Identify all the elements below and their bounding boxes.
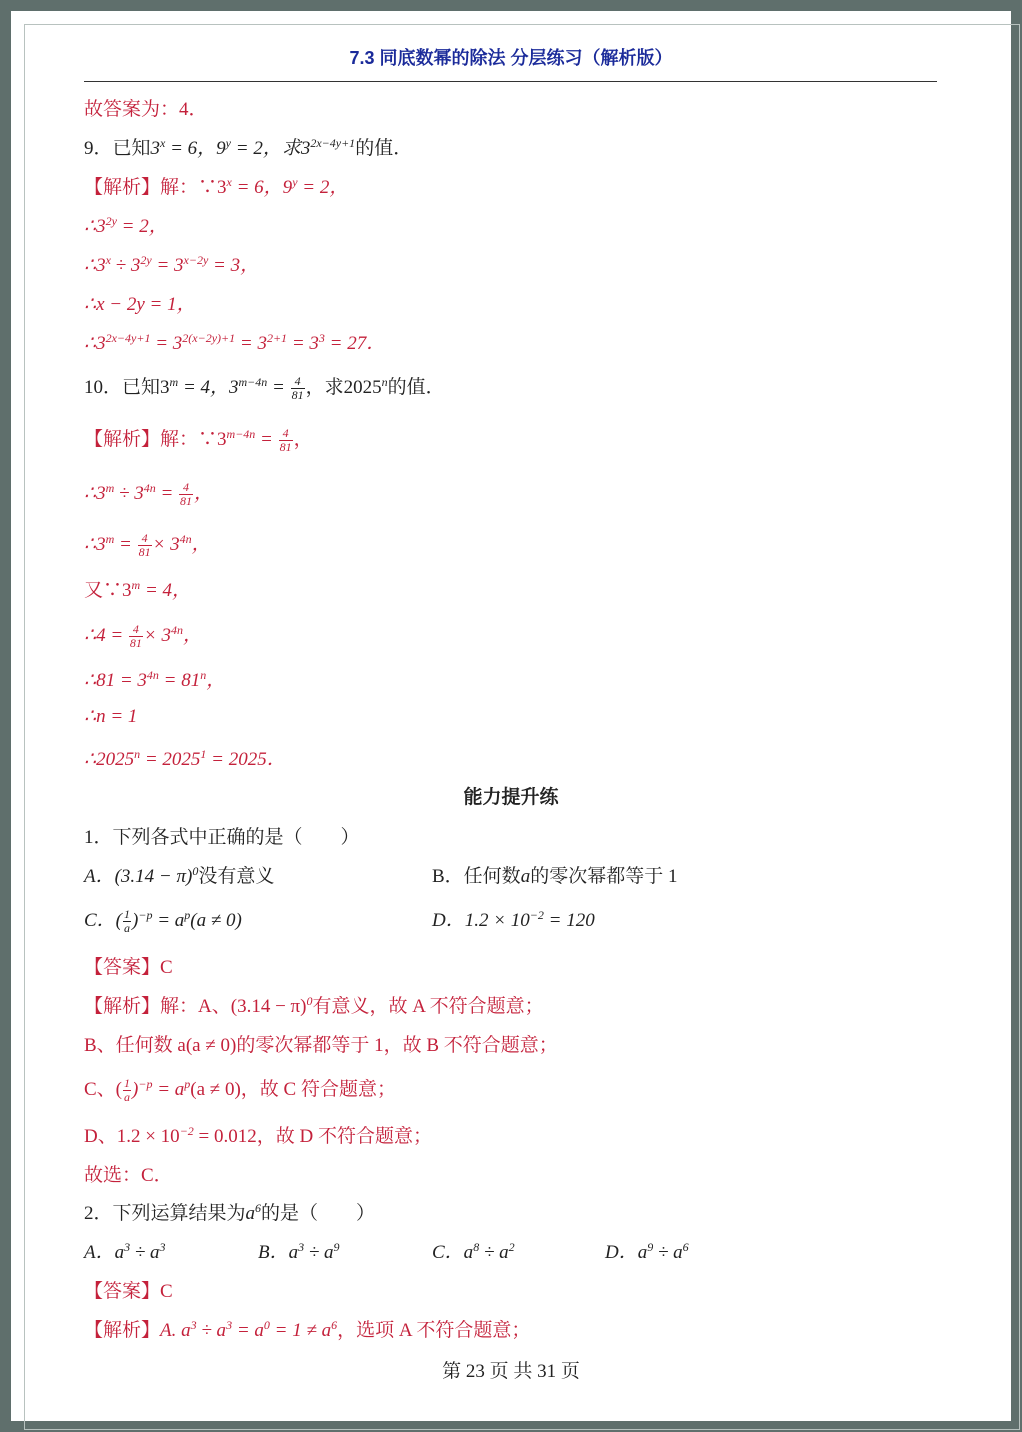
solution-10-line-5: ∴4 = $\frac{4}{81}$ × $3^{4n}$，: [84, 622, 203, 651]
problem-1-explain-a: 【解析】解：A、$(3.14 - \pi)^0$有意义，故 A 不符合题意；: [84, 994, 544, 1017]
problem-2-option-d: D．$a^9 \div a^6$: [605, 1240, 689, 1263]
page-title: 7.3 同底数幂的除法 分层练习（解析版）: [349, 48, 673, 68]
section-title: 能力提升练: [463, 787, 559, 808]
solution-10-line-7: ∴n = 1: [84, 706, 138, 727]
problem-1-option-c: C．( $\frac{1}{a}$ )$^{-p} = a^p(a \ne 0)$: [84, 907, 242, 936]
problem-2-option-b: B．$a^3 \div a^9$: [258, 1240, 340, 1263]
solution-9-line-2: $\therefore 3^{2y} = 2$，: [84, 214, 168, 237]
header-rule: [84, 81, 937, 82]
question-9: 9．已知$3^x = 6$，$9^y = 2$，求$3^{2x-4y+1}$的值．: [84, 136, 413, 159]
solution-10-line-8: $\therefore 2025^n = 2025^1 = 2025$．: [84, 747, 286, 770]
solution-9-line-3: $\therefore 3^x \div 3^{2y} = 3^{x-2y} = 3$，: [84, 253, 260, 276]
solution-10-line-1: 【解析】解：$\because 3^{m-4n}$ = $\frac{4}{81}$ ，: [84, 426, 313, 455]
problem-1-conclusion: 故选：C．: [84, 1165, 173, 1186]
problem-2-option-c: C．$a^8 \div a^2$: [432, 1240, 515, 1263]
problem-1-explain-c: C、( $\frac{1}{a}$ )$^{-p} = a^p(a \ne 0)$，故 C 符合题意；: [84, 1076, 396, 1105]
problem-1-option-d: D．$1.2 \times 10^{-2} = 120$: [432, 908, 595, 931]
answer-line: 故答案为：4．: [84, 99, 208, 120]
problem-2-answer: 【答案】C: [84, 1281, 173, 1302]
problem-1-explain-b: B、任何数 a(a ≠ 0)的零次幂都等于 1，故 B 不符合题意；: [84, 1035, 558, 1056]
problem-1-option-a: A．$(3.14 - \pi)^0$没有意义: [84, 864, 275, 887]
problem-1-answer: 【答案】C: [84, 957, 173, 978]
problem-1-option-b: B．任何数a的零次幂都等于 1: [432, 866, 678, 887]
problem-2-explain-a: 【解析】A. $a^3 \div a^3 = a^0 = 1 \ne a^6$，选项 A 不符合题意；: [84, 1318, 531, 1341]
problem-2: 2．下列运算结果为$a^6$的是（ ）: [84, 1201, 376, 1224]
problem-2-option-a: A．$a^3 \div a^3$: [84, 1240, 166, 1263]
solution-10-line-6: ∴81 = $3^{4n} = 81^n$，: [84, 668, 226, 691]
solution-9-line-5: $\therefore 3^{2x-4y+1} = 3^{2(x-2y)+1} = 3^{2+1} = 3^3 = 27$．: [84, 331, 386, 354]
question-10: 10．已知$3^m = 4$，$3^{m-4n}$ = $\frac{4}{81}$ ，求2025$^n$的值．: [84, 374, 445, 403]
solution-9-line-4: ∴x − 2y = 1，: [84, 294, 196, 315]
solution-9-line-1: 【解析】解：$\because 3^x = 6$，$9^y = 2$，: [84, 175, 349, 198]
page-footer: 第 23 页 共 31 页: [442, 1361, 580, 1382]
solution-10-line-4: 又$\because 3^m = 4$，: [84, 578, 192, 601]
problem-1-explain-d: D、$1.2 \times 10^{-2} = 0.012$，故 D 不符合题意；: [84, 1124, 432, 1147]
solution-10-line-3: $\therefore 3^m$ = $\frac{4}{81}$ × $3^{4n}$，: [84, 531, 211, 560]
solution-10-line-2: $\therefore 3^m \div 3^{4n}$ = $\frac{4}{81}$ ，: [84, 480, 214, 509]
problem-1: 1．下列各式中正确的是（ ）: [84, 827, 360, 848]
